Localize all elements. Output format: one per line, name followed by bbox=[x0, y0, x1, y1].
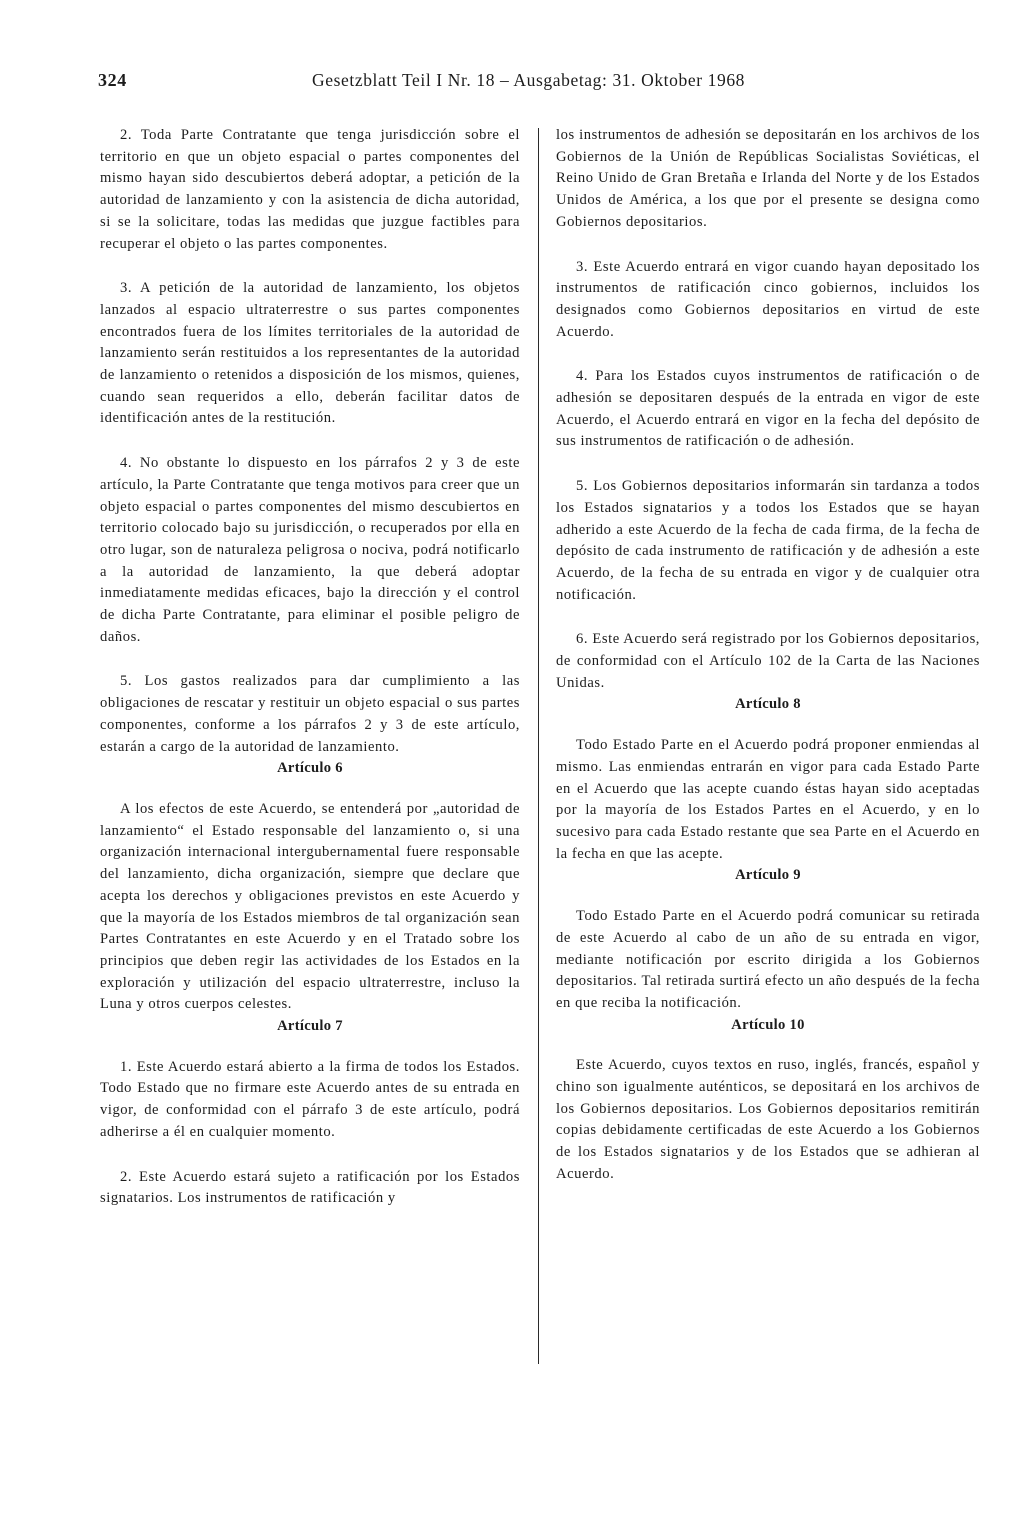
article-6-text: A los efectos de este Acuerdo, se entenderá por „autoridad de lanzamiento“ el Estado responsable del lanzamiento o, si una organización internacional intergubernamental fuere responsable del lanzamiento, dicha organización, siempre que declare que acepta los derechos y obligaciones previstos en este Acuerdo y que la mayoría de los Estados miembros de tal organización sean Partes Contratantes en este Acuerdo y en el Tratado sobre los principios que deben regir las actividades de los Estados en la exploración y utilización del espacio ultraterrestre, incluso la Luna y otros cuerpos celestes. bbox=[100, 800, 520, 1013]
right-column bbox=[556, 125, 980, 1186]
article-5-paragraph-5: 5. Los gastos realizados para dar cumplimiento a las obligaciones de rescatar y restituir un objeto espacial o sus partes componentes, conforme a los párrafos 2 y 3 de este artículo, estarán a cargo de la autoridad de lanzamiento. bbox=[100, 673, 520, 755]
article-7-paragraph-1: 1. Este Acuerdo estará abierto a la firma de todos los Estados. Todo Estado que no firmare este Acuerdo antes de su entrada en vigor, de conformidad con el párrafo 3 de este artículo, podrá adherirse a él en cualquier momento. bbox=[100, 1058, 520, 1140]
article-7-paragraph-2-continued: los instrumentos de adhesión se depositarán en los archivos de los Gobiernos de la Unión de Repúblicas Socialistas Soviéticas, el Reino Unido de Gran Bretaña e Irlanda del Norte y de los Estados Unidos de América, a los que por el presente se designa como Gobiernos depositarios. bbox=[556, 127, 980, 230]
article-7-paragraph-4: 4. Para los Estados cuyos instrumentos de ratificación o de adhesión se depositaren después de la entrada en vigor de este Acuerdo, el Acuerdo entrará en vigor en la fecha del depósito de sus instrumentos de ratificación o de adhesión. bbox=[556, 368, 980, 450]
left-column bbox=[100, 125, 520, 1210]
page-number: 324 bbox=[98, 70, 127, 90]
article-5-paragraph-3: 3. A petición de la autoridad de lanzamiento, los objetos lanzados al espacio ultraterrestre o sus partes componentes encontrados fuera de los límites territoriales de la autoridad de lanzamiento serán restituidos a los representantes de la autoridad de lanzamiento o retenidos a disposición de los mismos, quienes, cuando sean requeridos a ello, deberán facilitar datos de identificación antes de la restitución. bbox=[100, 280, 520, 427]
article-5-paragraph-2: 2. Toda Parte Contratante que tenga jurisdicción sobre el territorio en que un objeto espacial o partes componentes del mismo hayan sido descubiertos deberá adoptar, a petición de la autoridad de lanzamiento y con la asistencia de dicha autoridad, si se la solicitare, todas las medidas que juzgue factibles para recuperar el objeto o las partes componentes. bbox=[100, 127, 520, 252]
article-10-heading: Artículo 10 bbox=[731, 1016, 805, 1033]
running-title: Gesetzblatt Teil I Nr. 18 – Ausgabetag: 31. Oktober 1968 bbox=[312, 70, 746, 90]
article-8-text: Todo Estado Parte en el Acuerdo podrá proponer enmiendas al mismo. Las enmiendas entrarán en vigor para cada Estado Parte en el Acuerdo que las acepte cuando éstas hayan sido aceptadas por la mayoría de los Estados Partes en el Acuerdo, y en lo sucesivo para cada Estado restante que sea Parte en el Acuerdo en la fecha en que las acepte. bbox=[556, 737, 980, 862]
article-9-heading: Artículo 9 bbox=[735, 867, 801, 884]
article-7-paragraph-3: 3. Este Acuerdo entrará en vigor cuando hayan depositado los instrumentos de ratificación cinco gobiernos, incluidos los designados como Gobiernos depositarios en virtud de este Acuerdo. bbox=[556, 258, 980, 340]
article-5-paragraph-4: 4. No obstante lo dispuesto en los párrafos 2 y 3 de este artículo, la Parte Contratante que tenga motivos para creer que un objeto espacial o partes componentes del mismo descubiertos en territorio colocado bajo su jurisdicción, o recuperados por ella en otro lugar, son de naturaleza peligrosa o nociva, podrá notificarlo a la autoridad de lanzamiento, la que deberá adoptar inmediatamente medidas eficaces, bajo la dirección y el control de dicha Parte Contratante, para eliminar el posible peligro de daños. bbox=[100, 455, 520, 645]
article-7-paragraph-5: 5. Los Gobiernos depositarios informarán sin tardanza a todos los Estados signatarios y a todos los Estados que se hayan adherido a este Acuerdo de la fecha de cada firma, de la fecha de depósito de cada instrumento de ratificación y de adhesión a este Acuerdo, de la fecha de su entrada en vigor y de cualquier otra notificación. bbox=[556, 478, 980, 603]
article-7-paragraph-2: 2. Este Acuerdo estará sujeto a ratificación por los Estados signatarios. Los instrumentos de ratificación y bbox=[100, 1168, 520, 1207]
article-7-heading: Artículo 7 bbox=[277, 1018, 343, 1035]
column-divider bbox=[538, 128, 539, 1364]
article-7-paragraph-6: 6. Este Acuerdo será registrado por los Gobiernos depositarios, de conformidad con el Artículo 102 de la Carta de las Naciones Unidas. bbox=[556, 631, 980, 691]
article-8-heading: Artículo 8 bbox=[735, 696, 801, 713]
article-9-text: Todo Estado Parte en el Acuerdo podrá comunicar su retirada de este Acuerdo al cabo de un año de su entrada en vigor, mediante notificación por escrito dirigida a los Gobiernos depositarios. Tal retirada surtirá efecto un año después de la fecha en que reciba la notificación. bbox=[556, 908, 980, 1011]
page-header bbox=[98, 70, 970, 100]
article-10-text: Este Acuerdo, cuyos textos en ruso, inglés, francés, español y chino son igualmente auténticos, se depositará en los archivos de los Gobiernos depositarios. Los Gobiernos depositarios remitirán copias debidamente certificadas de este Acuerdo a los Gobiernos de los Estados signatarios y de los Estados que se adhieran al Acuerdo. bbox=[556, 1057, 980, 1182]
article-6-heading: Artículo 6 bbox=[277, 760, 343, 777]
